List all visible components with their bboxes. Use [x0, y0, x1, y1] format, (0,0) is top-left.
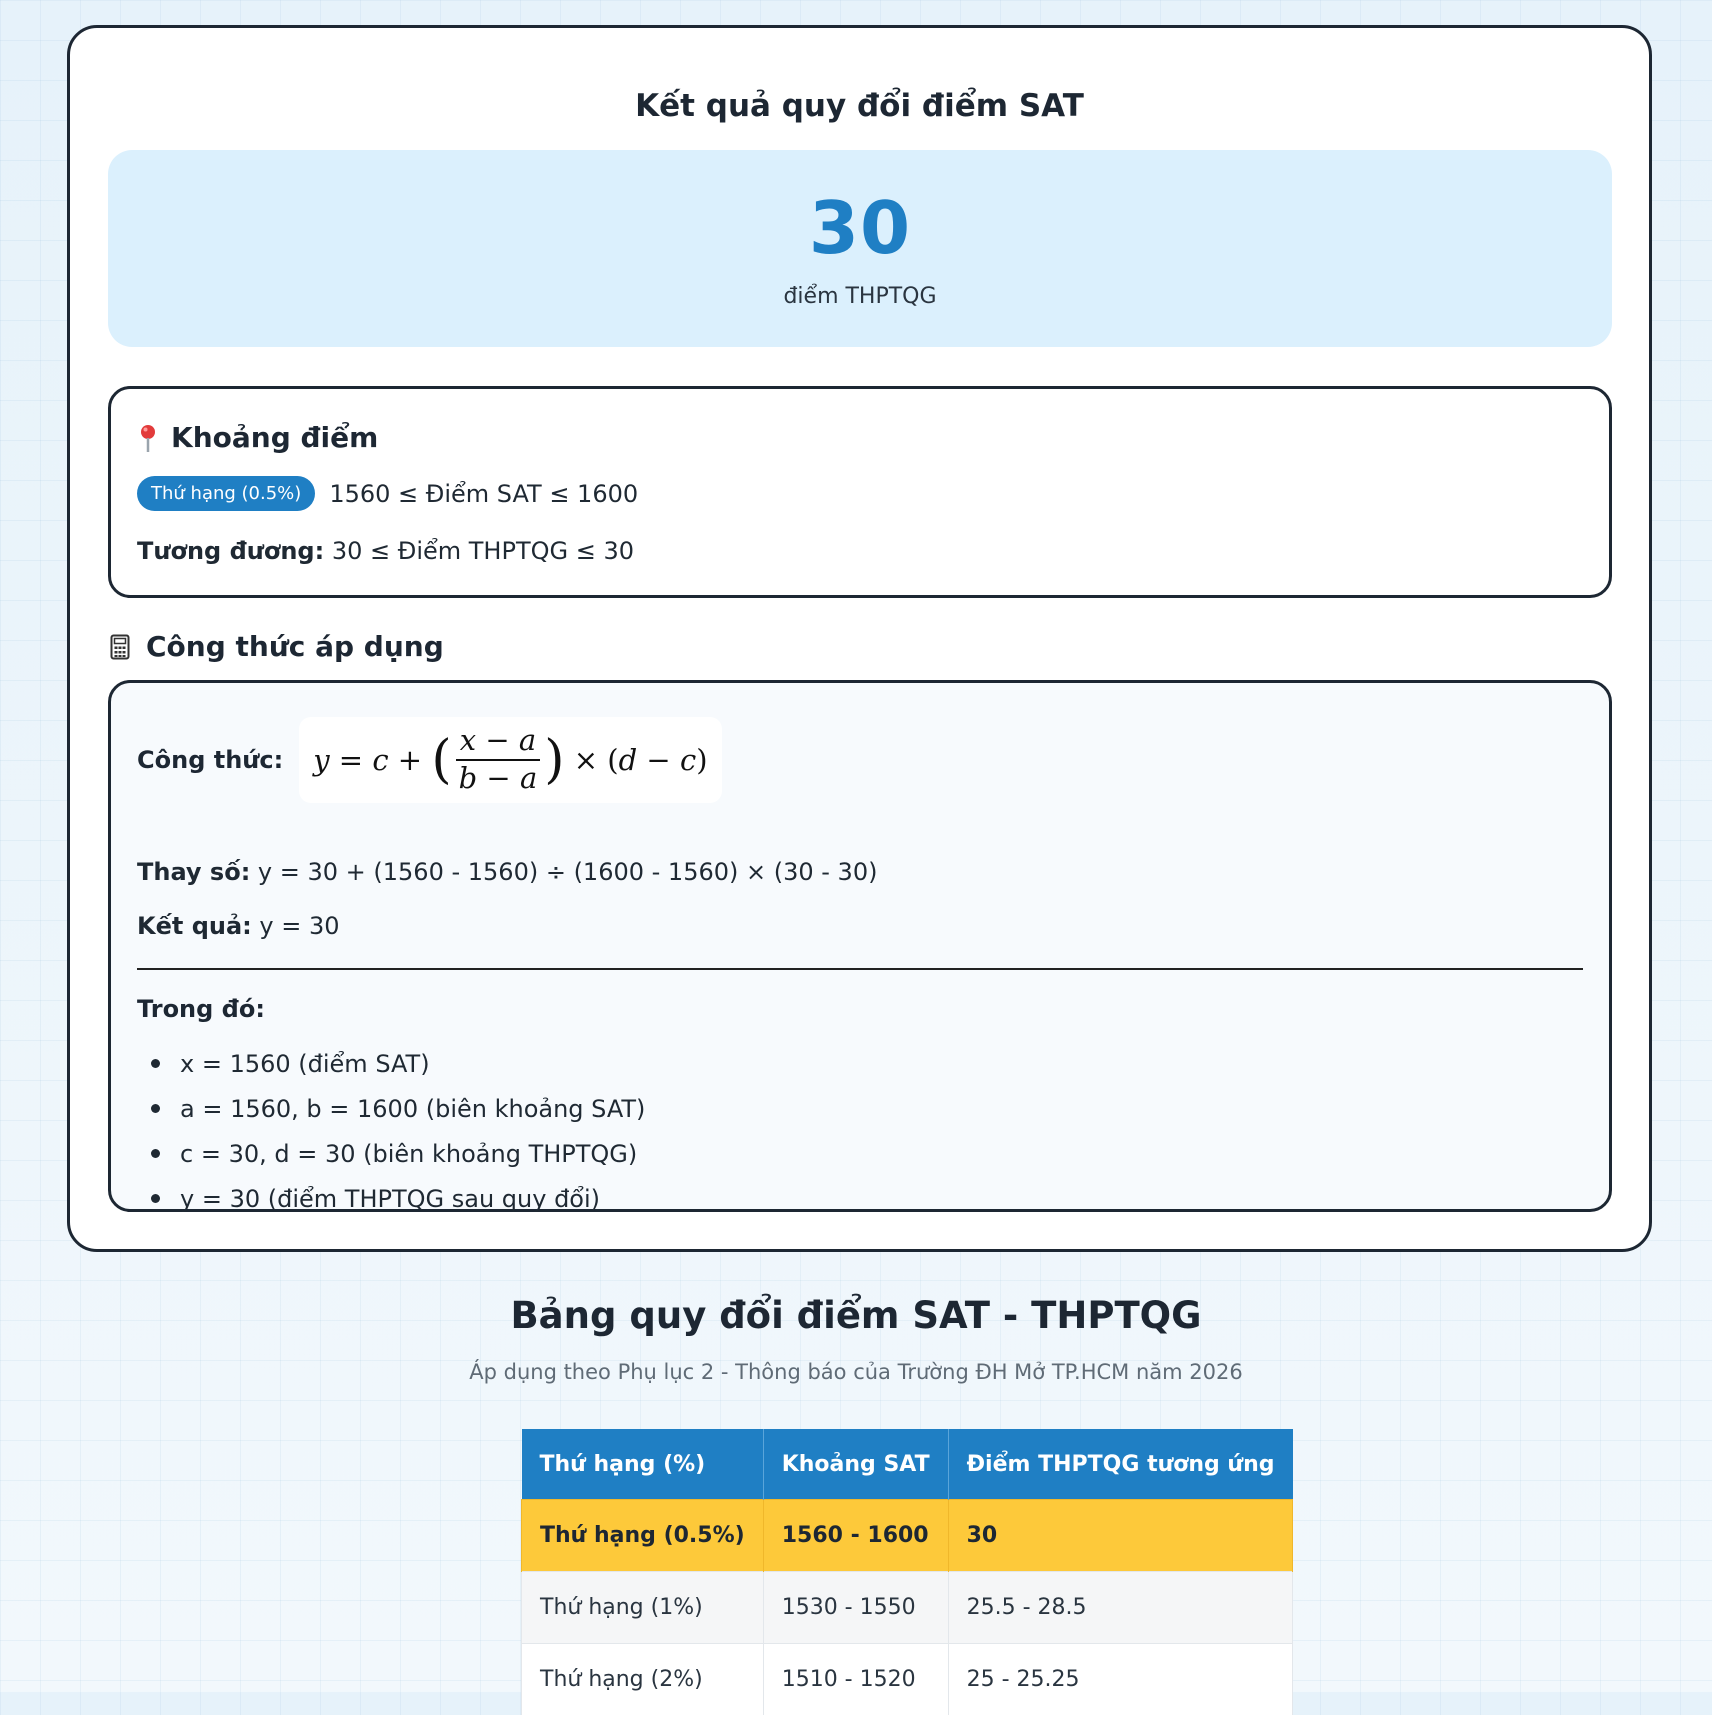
formula-heading: [110, 630, 444, 663]
calc-result-line: [137, 912, 340, 940]
variable-text: a = 1560, b = 1600 (biên khoảng SAT): [180, 1095, 645, 1123]
table-row: [522, 1644, 1293, 1715]
formula-row: [137, 717, 722, 803]
rank-badge: Thứ hạng (0.5%): [137, 476, 315, 511]
substitution-label: Thay số:: [137, 858, 250, 886]
bullet-icon: [151, 1059, 160, 1068]
table-cell: 25.5 - 28.5: [948, 1572, 1292, 1644]
equivalent-value: 30 ≤ Điểm THPTQG ≤ 30: [324, 537, 634, 565]
bullet-icon: [151, 1104, 160, 1113]
formula-label: Công thức:: [137, 746, 283, 774]
table-cell: Thứ hạng (2%): [522, 1644, 764, 1715]
equivalent-label: Tương đương:: [137, 537, 324, 565]
table-subtitle: Áp dụng theo Phụ lục 2 - Thông báo của Trường ĐH Mở TP.HCM năm 2026: [0, 1360, 1712, 1384]
list-item: [137, 1176, 645, 1221]
divider: [137, 968, 1583, 970]
equivalent-range-line: [137, 537, 634, 565]
score-box: [108, 150, 1612, 347]
substitution-line: [137, 858, 877, 886]
calculator-icon: [110, 634, 130, 660]
list-item: [137, 1086, 645, 1131]
result-title: Kết quả quy đổi điểm SAT: [70, 88, 1649, 124]
calc-result-label: Kết quả:: [137, 912, 252, 940]
table-cell: 25 - 25.25: [948, 1644, 1292, 1715]
formula-math: y = c + ( $\frac{x - a}{b - a}$ ) × ( d − c ): [299, 717, 721, 803]
table-cell: 1530 - 1550: [763, 1572, 948, 1644]
pin-icon: [137, 423, 159, 453]
table-row: [522, 1500, 1293, 1572]
list-item: [137, 1131, 645, 1176]
table-header-row: [522, 1429, 1293, 1500]
result-card: [67, 25, 1652, 1252]
calc-result-value: y = 30: [252, 912, 340, 940]
formula-heading-text: Công thức áp dụng: [146, 630, 444, 663]
converted-score: 30: [108, 186, 1612, 270]
table-cell: 1560 - 1600: [763, 1500, 948, 1572]
where-title: Trong đó:: [137, 995, 265, 1023]
conversion-table: [521, 1429, 1293, 1715]
variable-text: c = 30, d = 30 (biên khoảng THPTQG): [180, 1140, 637, 1168]
substitution-value: y = 30 + (1560 - 1560) ÷ (1600 - 1560) × (30 - 30): [250, 858, 877, 886]
table-row: [522, 1572, 1293, 1644]
column-header-sat: Khoảng SAT: [763, 1429, 948, 1500]
bullet-icon: [151, 1194, 160, 1203]
range-heading-text: Khoảng điểm: [171, 421, 378, 454]
variable-text: x = 1560 (điểm SAT): [180, 1050, 430, 1078]
score-unit: điểm THPTQG: [108, 284, 1612, 309]
variable-text: y = 30 (điểm THPTQG sau quy đổi): [180, 1185, 600, 1213]
formula-box: [108, 680, 1612, 1212]
table-title: Bảng quy đổi điểm SAT - THPTQG: [0, 1294, 1712, 1337]
variable-list: [137, 1041, 645, 1221]
table-cell: Thứ hạng (0.5%): [522, 1500, 764, 1572]
range-heading: [137, 421, 378, 454]
table-cell: 30: [948, 1500, 1292, 1572]
sat-range-line: [137, 476, 638, 511]
column-header-rank: Thứ hạng (%): [522, 1429, 764, 1500]
bullet-icon: [151, 1149, 160, 1158]
column-header-thptqg: Điểm THPTQG tương ứng: [948, 1429, 1292, 1500]
score-range-box: [108, 386, 1612, 598]
sat-range-text: 1560 ≤ Điểm SAT ≤ 1600: [329, 480, 638, 508]
table-cell: Thứ hạng (1%): [522, 1572, 764, 1644]
table-cell: 1510 - 1520: [763, 1644, 948, 1715]
list-item: [137, 1041, 645, 1086]
